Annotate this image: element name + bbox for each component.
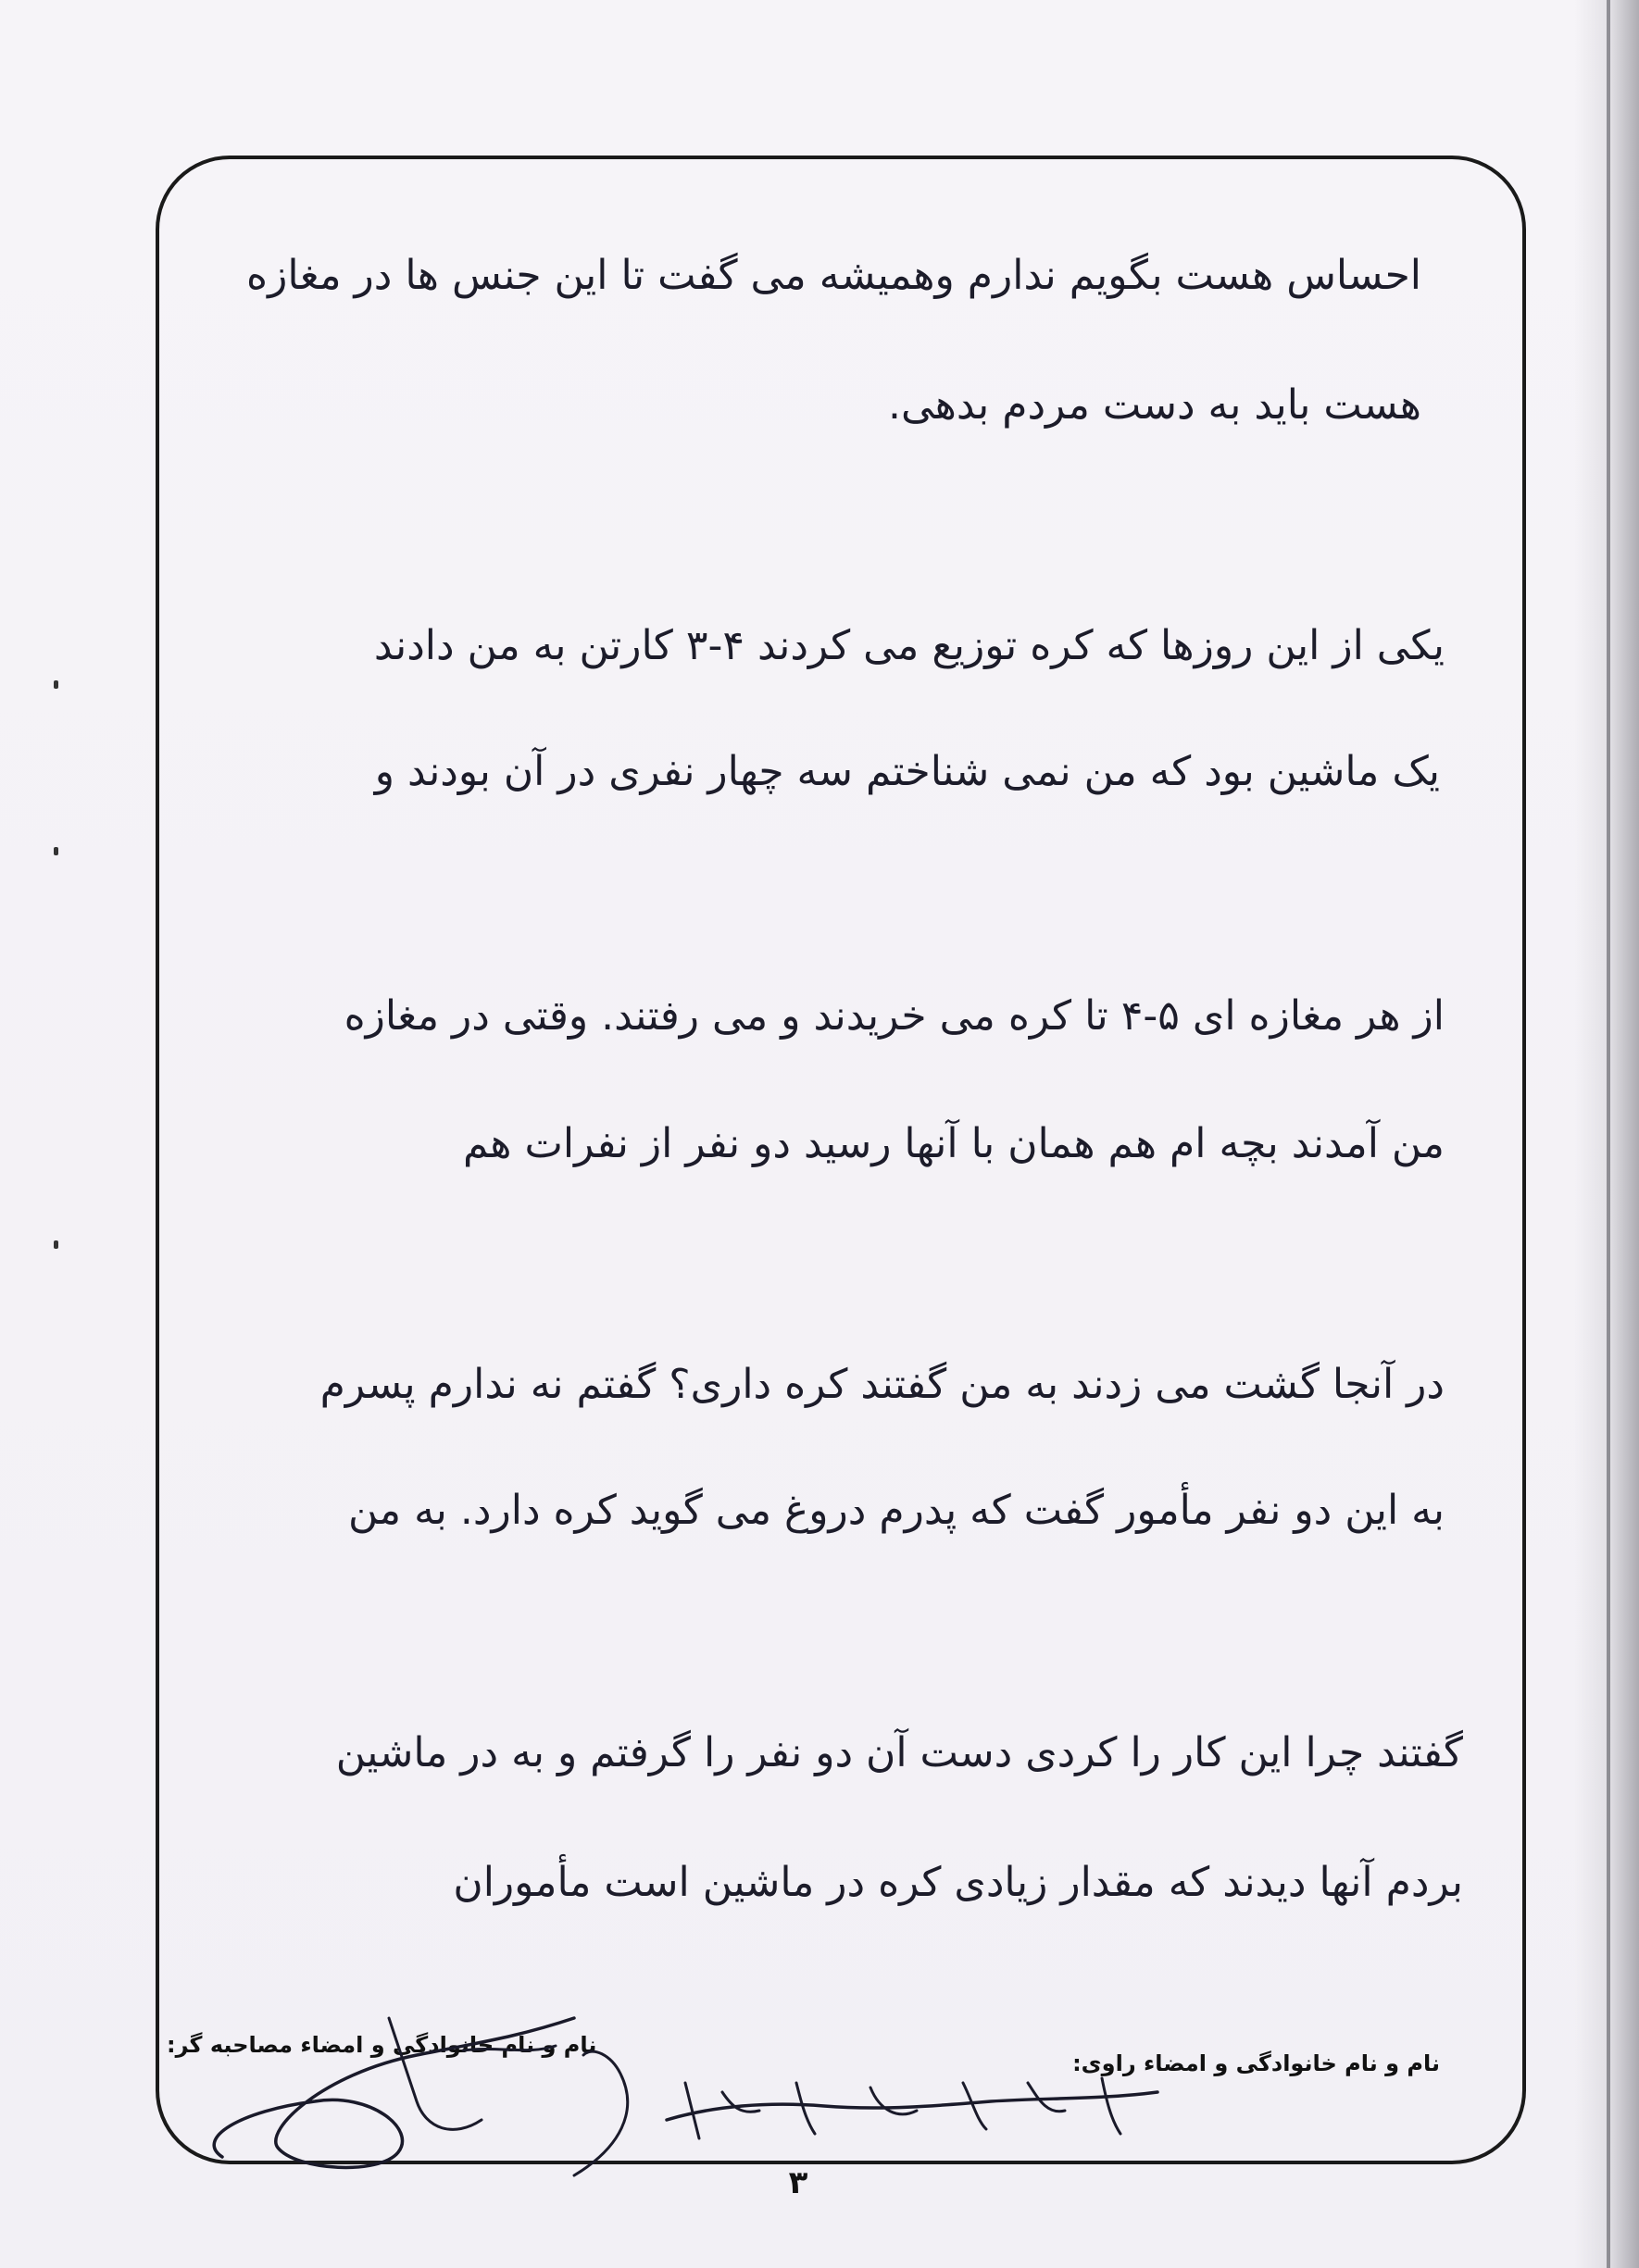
text-line-2: هست باید به دست مردم بدهی. <box>888 381 1421 429</box>
text-line-1: احساس هست بگویم ندارم وهمیشه می گفت تا این جنس ها در مغازه <box>246 252 1421 299</box>
text-line-9: گفتند چرا این کار را کردی دست آن دو نفر را گرفتم و به در ماشین <box>335 1729 1463 1776</box>
text-line-10: بردم آنها دیدند که مقدار زیادی کره در ماشین است مأموران <box>453 1859 1463 1906</box>
text-line-6: من آمدند بچه ام هم همان با آنها رسید دو نفر از نفرات هم <box>463 1120 1445 1167</box>
scan-mark <box>54 847 58 855</box>
scan-mark <box>54 680 58 689</box>
page-number: ۳ <box>788 2164 808 2201</box>
scan-mark <box>54 1240 58 1249</box>
text-line-4: یک ماشین بود که من نمی شناختم سه چهار نفری در آن بودند و <box>374 748 1440 795</box>
scan-edge-line <box>1607 0 1610 2268</box>
narrator-signature <box>657 2064 1176 2175</box>
text-line-7: در آنجا گشت می زدند به من گفتند کره داری؟ گفتم نه ندارم پسرم <box>319 1361 1445 1408</box>
interviewer-signature <box>185 2000 667 2185</box>
text-line-8: به این دو نفر مأمور گفت که پدرم دروغ می گوید کره دارد. به من <box>348 1487 1445 1534</box>
interviewer-signature-label: نام و نام خانوادگی و امضاء مصاحبه گر: <box>167 2032 597 2058</box>
text-line-3: یکی از این روزها که کره توزیع می کردند ۴-۳ کارتن به من دادند <box>373 622 1445 669</box>
narrator-signature-label: نام و نام خانوادگی و امضاء راوی: <box>1072 2050 1440 2076</box>
text-line-5: از هر مغازه ای ۵-۴ تا کره می خریدند و می رفتند. وقتی در مغازه <box>344 992 1445 1040</box>
